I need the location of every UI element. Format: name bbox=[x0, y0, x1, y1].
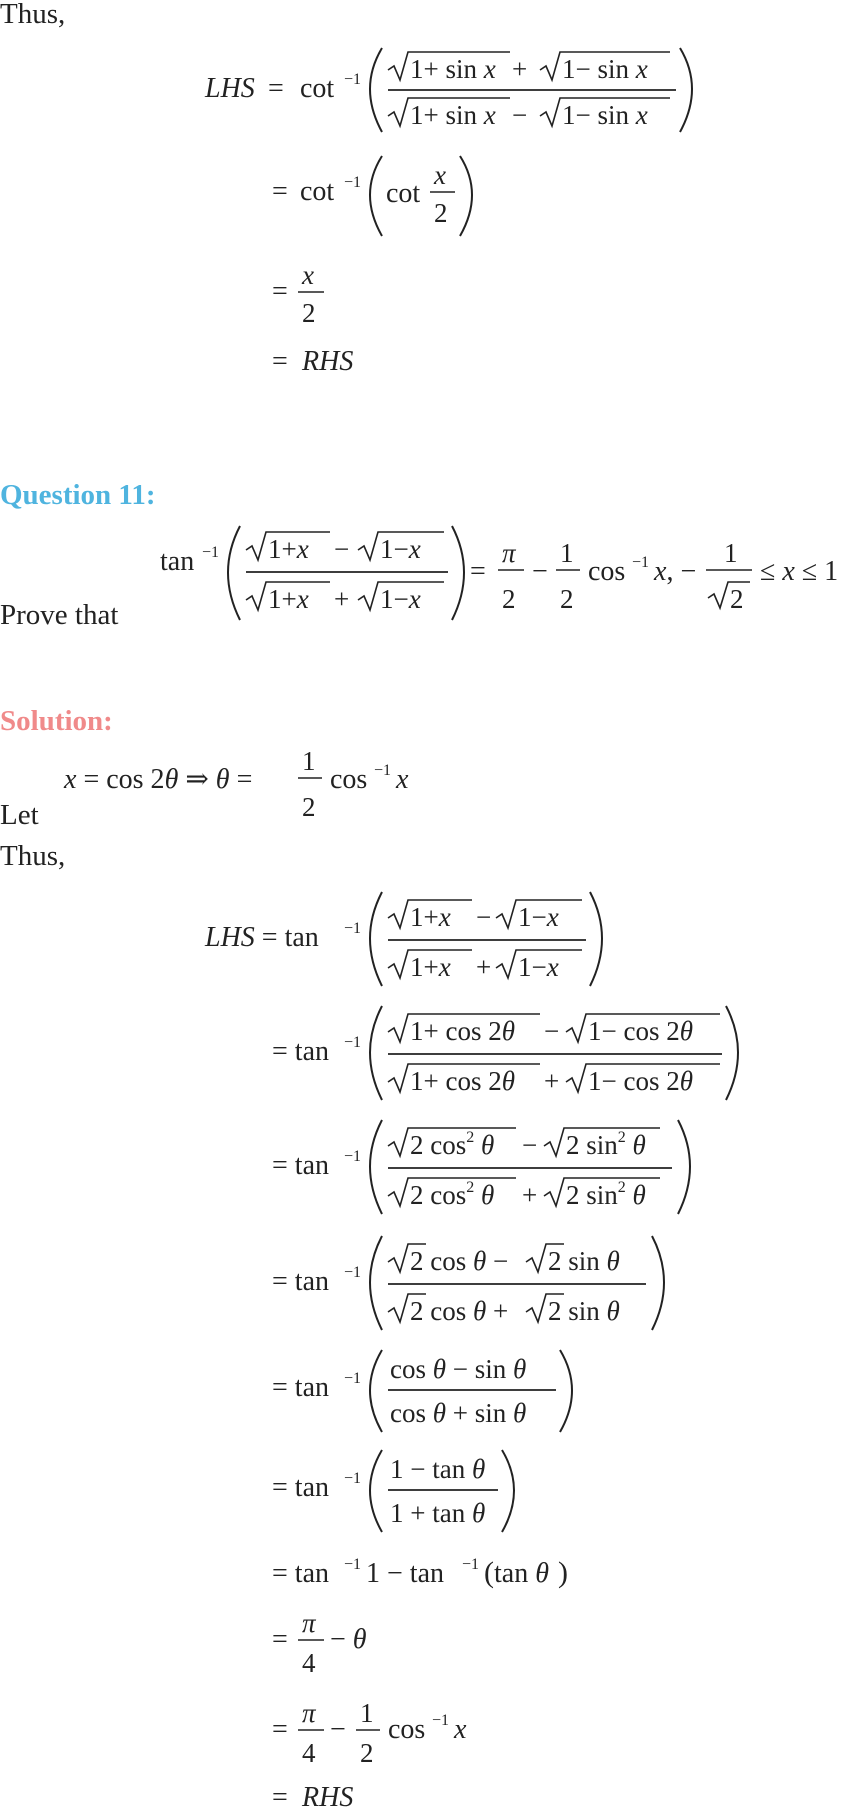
svg-text:1 − tan θ: 1 − tan θ bbox=[390, 1454, 486, 1484]
svg-text:≤ x ≤ 1: ≤ x ≤ 1 bbox=[760, 556, 839, 587]
prove-that-label: Prove that bbox=[0, 599, 119, 631]
svg-text:= tan: = tan bbox=[272, 1558, 329, 1589]
svg-text:x: x bbox=[434, 160, 446, 190]
svg-text:1+x: 1+x bbox=[410, 952, 451, 982]
svg-text:2: 2 bbox=[360, 1738, 374, 1768]
svg-text:−1: −1 bbox=[344, 174, 362, 191]
svg-text:1: 1 bbox=[560, 538, 574, 568]
solution-step-5 bbox=[0, 1346, 852, 1436]
svg-text:2: 2 bbox=[434, 198, 448, 228]
svg-text:1+ cos 2θ: 1+ cos 2θ bbox=[410, 1016, 515, 1046]
thus-label-solution: Thus, bbox=[0, 840, 66, 872]
svg-text:cos θ − sin θ: cos θ − sin θ bbox=[390, 1354, 527, 1384]
svg-text:1+x: 1+x bbox=[410, 902, 451, 932]
solution-step-9 bbox=[0, 1694, 852, 1774]
svg-text:1−x: 1−x bbox=[380, 534, 421, 564]
svg-text:−1: −1 bbox=[632, 554, 650, 571]
svg-text:−: − bbox=[544, 1016, 560, 1046]
svg-text:−1: −1 bbox=[202, 544, 220, 561]
solution-step-10 bbox=[0, 1776, 852, 1808]
svg-text:cot: cot bbox=[386, 178, 421, 209]
svg-text:2 sin θ: 2 sin θ bbox=[548, 1296, 620, 1326]
svg-text:1: 1 bbox=[302, 746, 316, 776]
svg-text:(: ( bbox=[484, 1556, 494, 1589]
svg-text:π: π bbox=[302, 1608, 316, 1638]
svg-text:1+x: 1+x bbox=[268, 584, 309, 614]
svg-text:2 cos2 θ: 2 $\cos^2 \theta$ bbox=[410, 1179, 495, 1210]
svg-text:cos θ + sin θ: cos θ + sin θ bbox=[390, 1398, 527, 1428]
equation-cot-x-over-2 bbox=[0, 150, 852, 240]
svg-text:−1: −1 bbox=[374, 762, 392, 779]
svg-text:=: = bbox=[470, 556, 486, 587]
equation-lhs-cot bbox=[0, 40, 852, 140]
svg-text:−1: −1 bbox=[344, 920, 362, 937]
svg-text:−1: −1 bbox=[344, 1034, 362, 1051]
svg-text:=: = bbox=[272, 1714, 288, 1745]
svg-text:+: + bbox=[476, 952, 492, 982]
svg-text:2: 2 bbox=[502, 584, 516, 614]
svg-text:2 sin θ: 2 sin θ bbox=[548, 1246, 620, 1276]
svg-text:x: x bbox=[454, 1714, 467, 1745]
svg-text:−: − bbox=[532, 556, 548, 587]
svg-text:2 cos2 θ: 2 $\cos^2 \theta$ bbox=[410, 1129, 495, 1160]
svg-text:= tan: = tan bbox=[272, 1372, 329, 1403]
svg-text:1+ sin x: 1+ sin x bbox=[410, 54, 496, 84]
svg-text:1+ cos 2θ: 1+ cos 2θ bbox=[410, 1066, 515, 1096]
question-statement bbox=[0, 520, 852, 630]
let-equation bbox=[0, 740, 852, 830]
lhs-text: LHS bbox=[205, 73, 255, 104]
svg-text:= tan: = tan bbox=[272, 1150, 329, 1181]
question-heading: Question 11: bbox=[0, 479, 156, 511]
svg-text:1 + tan θ: 1 + tan θ bbox=[390, 1498, 486, 1528]
svg-text:=: = bbox=[272, 1782, 288, 1808]
svg-text:2: 2 bbox=[302, 792, 316, 822]
solution-heading: Solution: bbox=[0, 705, 113, 737]
svg-text:cot: cot bbox=[300, 176, 335, 207]
svg-text:=: = bbox=[268, 73, 284, 104]
svg-text:x = cos 2θ ⇒ θ =: x = cos 2θ ⇒ θ = bbox=[64, 764, 253, 795]
svg-text:cot: cot bbox=[300, 73, 335, 104]
svg-text:x, −: x, − bbox=[654, 556, 697, 587]
solution-step-3 bbox=[0, 1114, 852, 1220]
svg-text:x: x bbox=[302, 260, 314, 290]
svg-text:=: = bbox=[272, 346, 288, 377]
svg-text:1−x: 1−x bbox=[518, 902, 559, 932]
svg-text:): ) bbox=[558, 1556, 568, 1589]
svg-text:=: = bbox=[272, 276, 288, 307]
svg-text:=: = bbox=[272, 176, 288, 207]
svg-text:+: + bbox=[512, 54, 528, 84]
svg-text:−: − bbox=[476, 902, 492, 932]
svg-text:−1: −1 bbox=[432, 1712, 450, 1729]
numerator bbox=[388, 52, 670, 84]
svg-text:RHS: RHS bbox=[302, 1782, 354, 1808]
svg-text:cos: cos bbox=[388, 1714, 426, 1745]
svg-text:tan: tan bbox=[160, 546, 195, 577]
svg-text:1− cos 2θ: 1− cos 2θ bbox=[588, 1066, 693, 1096]
svg-text:−1: −1 bbox=[344, 1264, 362, 1281]
svg-text:−1: −1 bbox=[462, 1556, 480, 1573]
svg-text:+: + bbox=[544, 1066, 560, 1096]
svg-text:−1: −1 bbox=[344, 71, 362, 88]
svg-text:−1: −1 bbox=[344, 1470, 362, 1487]
svg-text:cos: cos bbox=[588, 556, 626, 587]
svg-text:4: 4 bbox=[302, 1648, 316, 1678]
svg-text:2 sin2 θ: 2 $\sin^2 \theta$ bbox=[566, 1179, 646, 1210]
svg-text:π: π bbox=[502, 538, 516, 568]
svg-text:= tan: = tan bbox=[272, 1472, 329, 1503]
svg-text:RHS: RHS bbox=[302, 346, 354, 377]
svg-text:2: 2 bbox=[560, 584, 574, 614]
svg-text:1−x: 1−x bbox=[518, 952, 559, 982]
svg-text:1: 1 bbox=[360, 1698, 374, 1728]
svg-text:LHS = tan: LHS = tan bbox=[205, 922, 319, 953]
svg-text:2 cos θ +: 2 cos θ + bbox=[410, 1296, 509, 1326]
svg-text:=: = bbox=[272, 1624, 288, 1655]
svg-text:x: x bbox=[396, 764, 409, 795]
svg-text:2: 2 bbox=[730, 584, 744, 614]
svg-text:1: 1 bbox=[724, 538, 738, 568]
solution-step-1 bbox=[0, 886, 852, 992]
svg-text:1+x: 1+x bbox=[268, 534, 309, 564]
svg-text:+: + bbox=[334, 584, 350, 614]
svg-text:= tan: = tan bbox=[272, 1036, 329, 1067]
solution-step-6 bbox=[0, 1446, 852, 1536]
solution-step-8 bbox=[0, 1604, 852, 1684]
svg-text:−1: −1 bbox=[344, 1556, 362, 1573]
svg-text:1 − tan: 1 − tan bbox=[366, 1558, 444, 1589]
svg-text:−: − bbox=[330, 1714, 346, 1745]
svg-text:+: + bbox=[522, 1180, 538, 1210]
svg-text:1+ sin x: 1+ sin x bbox=[410, 100, 496, 130]
svg-text:1− sin x: 1− sin x bbox=[562, 100, 648, 130]
let-label: Let bbox=[0, 799, 39, 831]
solution-step-2 bbox=[0, 1000, 852, 1106]
svg-text:−: − bbox=[522, 1130, 538, 1160]
svg-text:− θ: − θ bbox=[330, 1624, 367, 1655]
svg-text:4: 4 bbox=[302, 1738, 316, 1768]
svg-text:2 cos θ −: 2 cos θ − bbox=[410, 1246, 509, 1276]
solution-step-7 bbox=[0, 1546, 852, 1596]
svg-text:tan θ: tan θ bbox=[494, 1558, 549, 1589]
svg-text:cos: cos bbox=[330, 764, 368, 795]
solution-step-4 bbox=[0, 1230, 852, 1336]
thus-label-top: Thus, bbox=[0, 0, 66, 30]
svg-text:= tan: = tan bbox=[272, 1266, 329, 1297]
svg-text:1− sin x: 1− sin x bbox=[562, 54, 648, 84]
svg-text:2: 2 bbox=[302, 298, 316, 328]
equation-rhs-top bbox=[0, 340, 852, 380]
svg-text:−: − bbox=[512, 100, 528, 130]
svg-text:1−x: 1−x bbox=[380, 584, 421, 614]
svg-text:1− cos 2θ: 1− cos 2θ bbox=[588, 1016, 693, 1046]
denominator bbox=[388, 98, 670, 130]
svg-text:π: π bbox=[302, 1698, 316, 1728]
svg-text:−1: −1 bbox=[344, 1148, 362, 1165]
svg-text:−1: −1 bbox=[344, 1370, 362, 1387]
svg-text:−: − bbox=[334, 534, 350, 564]
svg-text:2 sin2 θ: 2 $\sin^2 \theta$ bbox=[566, 1129, 646, 1160]
equation-x-over-2 bbox=[0, 256, 852, 336]
